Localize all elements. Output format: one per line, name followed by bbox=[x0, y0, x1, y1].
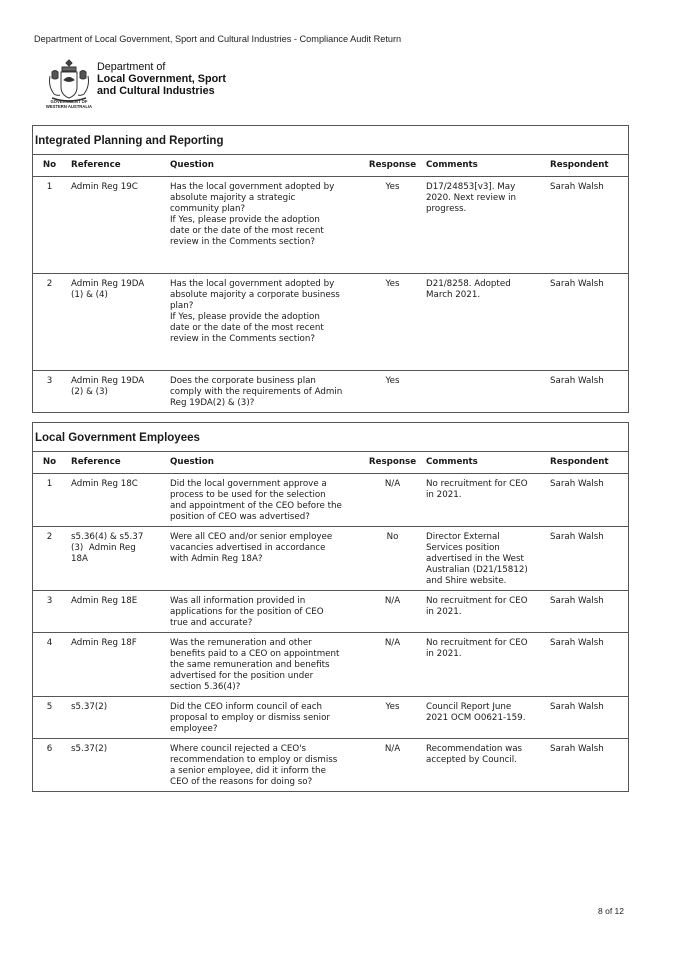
cell-question: Did the CEO inform council of each proposal to employ or dismiss senior employee? bbox=[165, 697, 364, 739]
cell-comments: D21/8258. Adopted March 2021. bbox=[421, 274, 545, 371]
cell-respondent: Sarah Walsh bbox=[545, 527, 628, 591]
table-header-row bbox=[33, 452, 628, 474]
cell-respondent: Sarah Walsh bbox=[545, 274, 628, 371]
cell-question: Has the local government adopted by absolute majority a corporate business plan? If Yes, please provide the adoption date or the date of the most recent review in the Comments section? bbox=[165, 274, 364, 371]
table-row bbox=[33, 739, 628, 791]
audit-table bbox=[33, 452, 628, 791]
table-row bbox=[33, 591, 628, 633]
cell-respondent: Sarah Walsh bbox=[545, 177, 628, 274]
cell-response: N/A bbox=[364, 591, 421, 633]
col-header-question: Question bbox=[165, 155, 364, 177]
cell-respondent: Sarah Walsh bbox=[550, 744, 604, 754]
table-row bbox=[33, 633, 628, 697]
cell-response: N/A bbox=[384, 744, 401, 754]
cell-reference: Admin Reg 19DA (1) & (4) bbox=[66, 274, 165, 371]
cell-question: Was the remuneration and other benefits paid to a CEO on appointment the same remuneration and benefits advertised for the position under section 5.36(4)? bbox=[165, 633, 364, 697]
cell-comments: Director External Services position advertised in the West Australian (D21/15812) and Shire website. bbox=[421, 527, 545, 591]
col-header-response: Response bbox=[364, 155, 421, 177]
cell-comments: No recruitment for CEO in 2021. bbox=[421, 591, 545, 633]
cell-respondent: Sarah Walsh bbox=[550, 376, 604, 386]
cell-question: Was all information provided in applications for the position of CEO true and accurate? bbox=[165, 591, 364, 633]
department-name bbox=[97, 61, 226, 97]
cell-comments: No recruitment for CEO in 2021. bbox=[421, 633, 545, 697]
cell-reference: s5.37(2) bbox=[66, 697, 165, 739]
cell-no: 2 bbox=[33, 274, 66, 371]
cell-question: Did the local government approve a process to be used for the selection and appointment of the CEO before the position of CEO was advertised? bbox=[165, 474, 364, 527]
cell-response: Yes bbox=[364, 697, 421, 739]
cell-question: Does the corporate business plan comply with the requirements of Admin Reg 19DA(2) & (3)? bbox=[170, 376, 343, 408]
col-header-reference: Reference bbox=[66, 452, 165, 474]
cell-no: 5 bbox=[33, 697, 66, 739]
cell-question: Has the local government adopted by absolute majority a strategic community plan? If Yes, please provide the adoption date or the date of the most recent review in the Comments section? bbox=[165, 177, 364, 274]
cell-respondent: Sarah Walsh bbox=[545, 474, 628, 527]
table-row bbox=[33, 371, 628, 412]
table-row bbox=[33, 697, 628, 739]
section-integrated-planning bbox=[32, 125, 629, 413]
table-row bbox=[33, 474, 628, 527]
section-title: Integrated Planning and Reporting bbox=[33, 126, 628, 155]
cell-no: 3 bbox=[46, 376, 53, 386]
table-row bbox=[33, 177, 628, 274]
cell-reference: Admin Reg 19DA (2) & (3) bbox=[71, 376, 145, 397]
cell-respondent: Sarah Walsh bbox=[545, 697, 628, 739]
running-header: Department of Local Government, Sport and Cultural Industries - Compliance Audit Return bbox=[34, 34, 402, 44]
cell-response: Yes bbox=[364, 274, 421, 371]
audit-table bbox=[33, 155, 628, 412]
cell-comments: D17/24853[v3]. May 2020. Next review in progress. bbox=[421, 177, 545, 274]
cell-reference: Admin Reg 19C bbox=[66, 177, 165, 274]
cell-comments: No recruitment for CEO in 2021. bbox=[421, 474, 545, 527]
cell-reference: s5.37(2) bbox=[71, 744, 108, 754]
cell-respondent: Sarah Walsh bbox=[545, 591, 628, 633]
cell-no: 1 bbox=[33, 474, 66, 527]
col-header-comments: Comments bbox=[421, 452, 545, 474]
cell-comments: Council Report June 2021 OCM O0621-159. bbox=[421, 697, 545, 739]
cell-response: N/A bbox=[364, 633, 421, 697]
cell-response: Yes bbox=[385, 376, 400, 386]
cell-no: 2 bbox=[33, 527, 66, 591]
cell-reference: s5.36(4) & s5.37 (3) Admin Reg 18A bbox=[66, 527, 165, 591]
col-header-question: Question bbox=[165, 452, 364, 474]
cell-no: 4 bbox=[33, 633, 66, 697]
logo-caption: GOVERNMENT OF WESTERN AUSTRALIA bbox=[45, 99, 93, 109]
cell-reference: Admin Reg 18E bbox=[66, 591, 165, 633]
section-local-government-employees bbox=[32, 422, 629, 792]
cell-respondent: Sarah Walsh bbox=[545, 633, 628, 697]
col-header-response: Response bbox=[364, 452, 421, 474]
cell-comments bbox=[421, 371, 545, 412]
col-header-comments: Comments bbox=[421, 155, 545, 177]
col-header-respondent: Respondent bbox=[545, 452, 628, 474]
department-name-line3: and Cultural Industries bbox=[97, 85, 215, 97]
col-header-reference: Reference bbox=[66, 155, 165, 177]
col-header-no: No bbox=[33, 155, 66, 177]
cell-reference: Admin Reg 18C bbox=[66, 474, 165, 527]
cell-question: Where council rejected a CEO's recommendation to employ or dismiss a senior employee, did it inform the CEO of the reasons for doing so? bbox=[170, 744, 338, 787]
cell-response: N/A bbox=[364, 474, 421, 527]
table-row bbox=[33, 274, 628, 371]
table-header-row bbox=[33, 155, 628, 177]
cell-question: Were all CEO and/or senior employee vacancies advertised in accordance with Admin Reg 18A? bbox=[165, 527, 364, 591]
cell-no: 1 bbox=[33, 177, 66, 274]
cell-response: Yes bbox=[364, 177, 421, 274]
department-name-line2: Local Government, Sport bbox=[97, 73, 226, 85]
col-header-respondent: Respondent bbox=[545, 155, 628, 177]
section-title: Local Government Employees bbox=[33, 423, 628, 452]
cell-no: 3 bbox=[33, 591, 66, 633]
cell-reference: Admin Reg 18F bbox=[66, 633, 165, 697]
cell-response: No bbox=[364, 527, 421, 591]
table-row bbox=[33, 527, 628, 591]
cell-no: 6 bbox=[46, 744, 53, 754]
page-number: 8 of 12 bbox=[598, 906, 624, 916]
cell-comments: Recommendation was accepted by Council. bbox=[426, 744, 523, 765]
department-name-line1: Department of bbox=[97, 61, 166, 73]
col-header-no: No bbox=[33, 452, 66, 474]
